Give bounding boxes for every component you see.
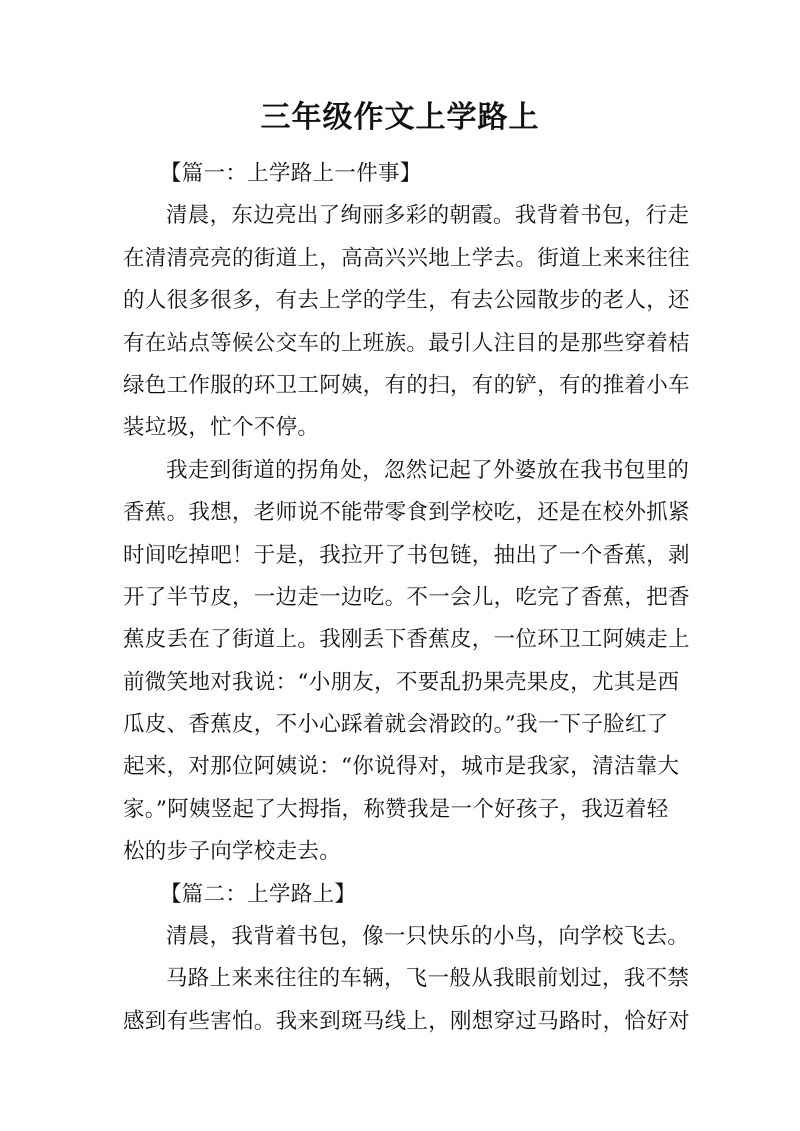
paragraph-line: 马路上来来往往的车辆，飞一般从我眼前划过，我不禁 [166, 966, 690, 992]
paragraph-line: 在清清亮亮的街道上，高高兴兴地上学去。街道上来来往往 [123, 245, 690, 271]
paragraph-line: 时间吃掉吧！于是，我拉开了书包链，抽出了一个香蕉，剥 [123, 542, 690, 568]
paragraph-line: 装垃圾，忙个不停。 [123, 415, 320, 441]
paragraph-line: 蕉皮丢在了街道上。我刚丢下香蕉皮，一位环卫工阿姨走上 [123, 627, 690, 653]
paragraph-line: 感到有些害怕。我来到斑马线上，刚想穿过马路时，恰好对 [123, 1008, 690, 1034]
paragraph-line: 瓜皮、香蕉皮，不小心踩着就会滑跤的。”我一下子脸红了 [123, 712, 669, 738]
paragraph-line: 家。”阿姨竖起了大拇指，称赞我是一个好孩子，我迈着轻 [123, 796, 669, 822]
section-heading: 【篇一：上学路上一件事】 [160, 161, 422, 186]
paragraph-line: 有在站点等候公交车的上班族。最引人注目的是那些穿着桔 [123, 330, 690, 356]
document-body [123, 153, 690, 1043]
paragraph-line: 前微笑地对我说：“小朋友，不要乱扔果壳果皮，尤其是西 [123, 669, 680, 695]
paragraph-line: 松的步子向学校走去。 [123, 839, 342, 865]
paragraph-line: 起来，对那位阿姨说：“你说得对，城市是我家，清洁靠大 [123, 754, 680, 780]
paragraph-line: 香蕉。我想，老师说不能带零食到学校吃，还是在校外抓紧 [123, 500, 690, 526]
paragraph-line: 我走到街道的拐角处，忽然记起了外婆放在我书包里的 [166, 457, 690, 483]
paragraph-line: 清晨，东边亮出了绚丽多彩的朝霞。我背着书包，行走 [166, 203, 690, 229]
paragraph-line: 开了半节皮，一边走一边吃。不一会儿，吃完了香蕉，把香 [123, 584, 690, 610]
paragraph-line: 清晨，我背着书包，像一只快乐的小鸟，向学校飞去。 [166, 924, 690, 950]
document-title: 三年级作文上学路上 [260, 100, 540, 135]
paragraph-line: 绿色工作服的环卫工阿姨，有的扫，有的铲，有的推着小车 [123, 372, 690, 398]
section-heading: 【篇二：上学路上】 [160, 881, 357, 907]
paragraph-line: 的人很多很多，有去上学的学生，有去公园散步的老人，还 [123, 288, 690, 314]
